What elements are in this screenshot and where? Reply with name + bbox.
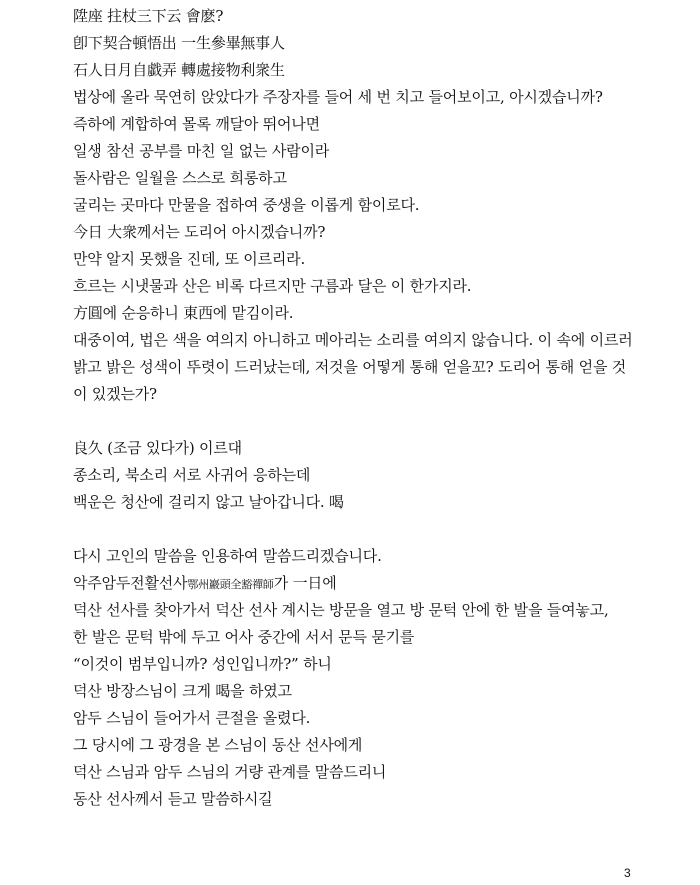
text-line: “이것이 범부입니까? 성인입니까?” 하니 bbox=[73, 655, 332, 673]
text-line: 石人日月自戱弄 轉處接物利衆生 bbox=[73, 61, 285, 79]
text-line: 돌사람은 일월을 스스로 희롱하고 bbox=[73, 169, 287, 187]
text-line: 일생 참선 공부를 마친 일 없는 사람이라 bbox=[73, 142, 330, 160]
text-line: 법상에 올라 묵연히 앉았다가 주장자를 들어 세 번 치고 들어보이고, 아시겠습니까? bbox=[73, 88, 603, 106]
text-line: 굴리는 곳마다 만물을 접하여 중생을 이롭게 함이로다. bbox=[73, 196, 420, 214]
text-line: 그 당시에 그 광경을 본 스님이 동산 선사에게 bbox=[73, 736, 363, 754]
text-line: 이 있겠는가? bbox=[73, 385, 157, 403]
text-line: 종소리, 북소리 서로 사귀어 응하는데 bbox=[73, 466, 311, 484]
text-line: 덕산 방장스님이 크게 喝을 하였고 bbox=[73, 682, 292, 700]
text-line: 대중이여, 법은 색을 여의지 아니하고 메아리는 소리를 여의지 않습니다. 이 속에 이르러 bbox=[73, 331, 633, 349]
text-run: 가 一日에 bbox=[273, 574, 337, 592]
text-run: 악주암두전활선사 bbox=[73, 574, 188, 592]
text-line: 동산 선사께서 듣고 말씀하시길 bbox=[73, 790, 273, 808]
hanja-annotation: 鄂州巖頭全豁禪師 bbox=[187, 578, 274, 591]
text-line: 흐르는 시냇물과 산은 비록 다르지만 구름과 달은 이 한가지라. bbox=[73, 277, 472, 295]
page-number: 3 bbox=[624, 866, 631, 880]
text-line: 다시 고인의 말씀을 인용하여 말씀드리겠습니다. bbox=[73, 547, 382, 565]
text-line: 암두 스님이 들어가서 큰절을 올렸다. bbox=[73, 709, 311, 727]
text-line: 밝고 밝은 성색이 뚜렷이 드러났는데, 저것을 어떻게 통해 얻을꼬? 도리어 통해 얻을 것 bbox=[73, 358, 627, 376]
text-line: 백운은 청산에 걸리지 않고 날아갑니다. 喝 bbox=[73, 493, 344, 511]
text-line: 덕산 스님과 암두 스님의 거량 관계를 말씀드리니 bbox=[73, 763, 387, 781]
text-line: 陞座 拄杖三下云 會麽? bbox=[73, 7, 224, 25]
text-line: 즉하에 계합하여 몰록 깨달아 뛰어나면 bbox=[73, 115, 320, 133]
text-line: 덕산 선사를 찾아가서 덕산 선사 계시는 방문을 열고 방 문턱 안에 한 발을 들여놓고, bbox=[73, 601, 609, 619]
text-line: 良久 (조금 있다가) 이르대 bbox=[73, 439, 242, 457]
text-line: 만약 알지 못했을 진데, 또 이르리라. bbox=[73, 250, 306, 268]
text-line: 卽下契合頓悟出 一生參畢無事人 bbox=[73, 34, 285, 52]
text-line: 方圓에 순응하니 東西에 맡김이라. bbox=[73, 304, 294, 322]
text-line bbox=[73, 573, 336, 595]
text-line: 今日 大衆께서는 도리어 아시겠습니까? bbox=[73, 223, 326, 241]
text-line: 한 발은 문턱 밖에 두고 어사 중간에 서서 문득 묻기를 bbox=[73, 628, 415, 646]
